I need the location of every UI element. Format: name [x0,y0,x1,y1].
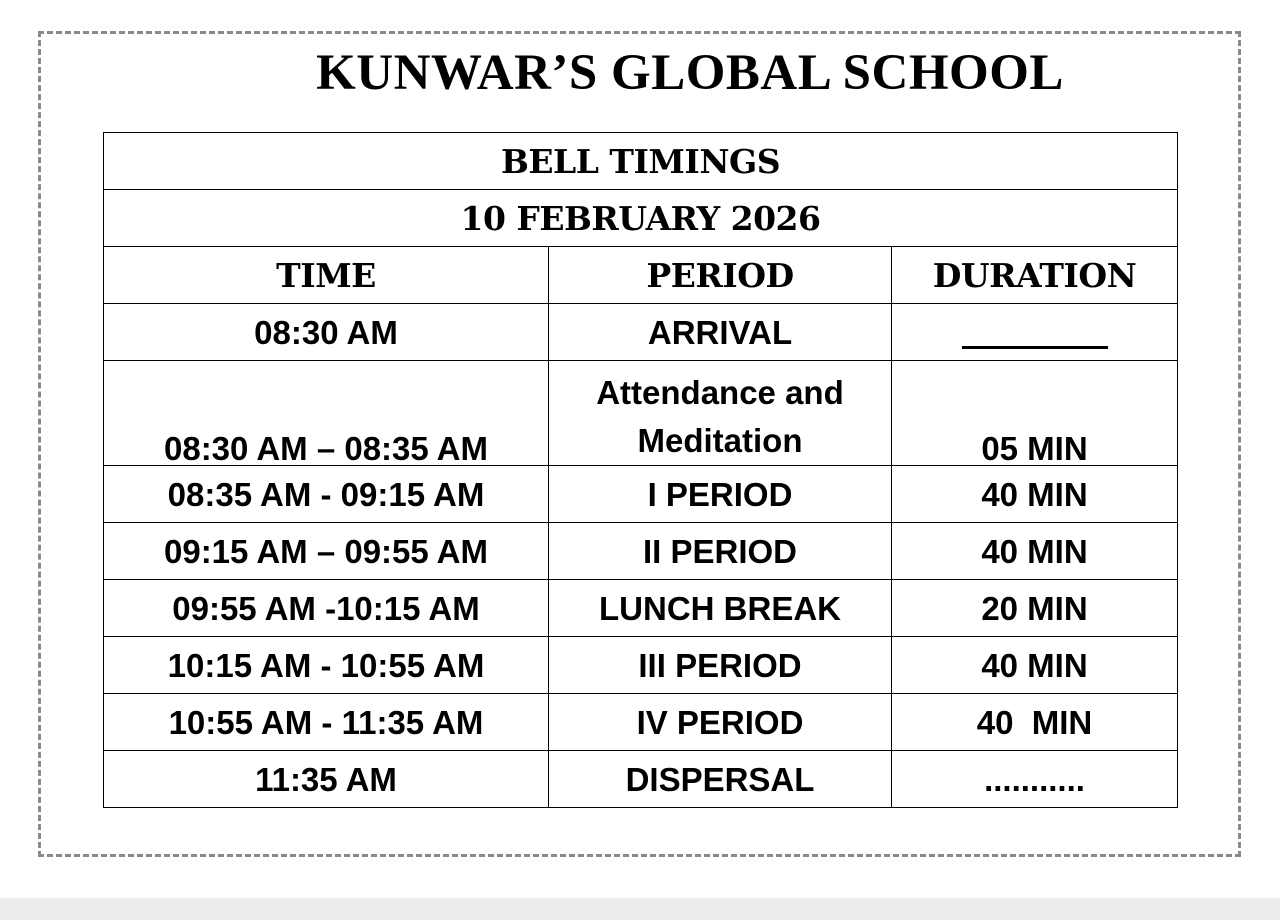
duration-cell: 40 MIN [892,466,1178,523]
period-cell: IV PERIOD [549,694,892,751]
table-row [104,523,1178,580]
duration-cell: 05 MIN [892,361,1178,466]
duration-cell: 40 MIN [892,694,1178,751]
period-cell: III PERIOD [549,637,892,694]
time-cell: 08:30 AM – 08:35 AM [104,361,549,466]
duration-cell: 20 MIN [892,580,1178,637]
table-header-row [104,247,1178,304]
period-cell: ARRIVAL [549,304,892,361]
period-line-2: Meditation [637,422,803,460]
bell-timings-table [103,132,1178,808]
duration-cell: 40 MIN [892,523,1178,580]
table-row [104,361,1178,466]
time-cell: 09:55 AM -10:15 AM [104,580,549,637]
header-time: TIME [104,247,549,304]
header-duration: DURATION [892,247,1178,304]
period-cell: II PERIOD [549,523,892,580]
table-date-row [104,190,1178,247]
time-cell: 10:55 AM - 11:35 AM [104,694,549,751]
time-cell: 09:15 AM – 09:55 AM [104,523,549,580]
table-row [104,694,1178,751]
period-line-1: Attendance and [596,374,844,412]
duration-cell: ........... [892,751,1178,808]
table-row [104,637,1178,694]
table-row [104,304,1178,361]
table-row [104,466,1178,523]
school-name: KUNWAR’S GLOBAL SCHOOL [316,45,1064,101]
period-cell: DISPERSAL [549,751,892,808]
period-cell [549,361,892,466]
time-cell: 11:35 AM [104,751,549,808]
period-cell: LUNCH BREAK [549,580,892,637]
duration-cell: 40 MIN [892,637,1178,694]
table-title-row [104,133,1178,190]
duration-blank-line [962,316,1108,349]
table-row [104,751,1178,808]
header-period: PERIOD [549,247,892,304]
time-cell: 08:35 AM - 09:15 AM [104,466,549,523]
time-cell: 08:30 AM [104,304,549,361]
table-row [104,580,1178,637]
period-cell: I PERIOD [549,466,892,523]
page-bottom-strip [0,898,1280,920]
table-date: 10 FEBRUARY 2026 [104,190,1178,247]
table-title: BELL TIMINGS [104,133,1178,190]
duration-cell [892,304,1178,361]
time-cell: 10:15 AM - 10:55 AM [104,637,549,694]
